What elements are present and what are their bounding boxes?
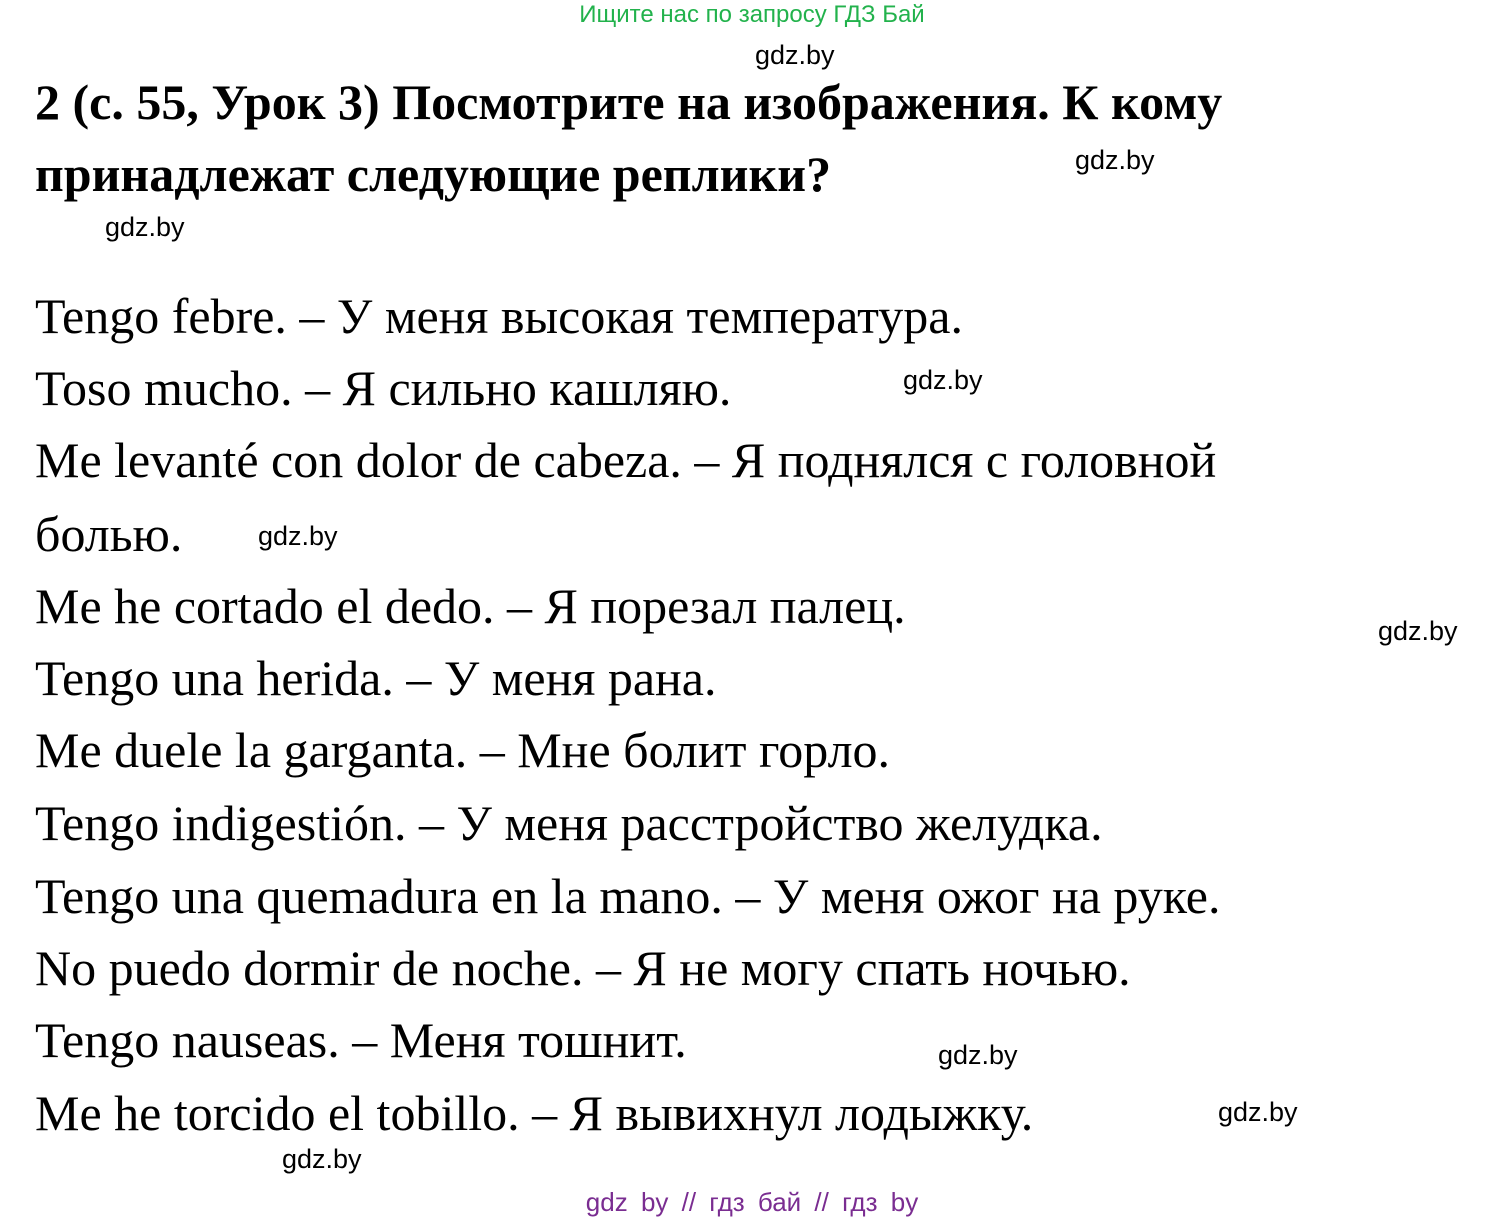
phrase-line: Tengo indigestión. – У меня расстройство желудка. (35, 795, 1103, 851)
watermark: gdz.by (938, 1040, 1018, 1070)
task-heading (35, 66, 1475, 210)
footer-links: gdz by // гдз бай // гдз by (585, 1187, 919, 1217)
phrase-line: Tengo nauseas. – Меня тошнит. (35, 1012, 687, 1068)
top-banner: Ищите нас по запросу ГДЗ Бай (579, 1, 925, 28)
watermark: gdz.by (282, 1144, 362, 1174)
phrase-line: Tengo febre. – У меня высокая температура. (35, 288, 963, 344)
phrase-line: Toso mucho. – Я сильно кашляю. (35, 360, 732, 416)
phrase-line: Tengo una herida. – У меня рана. (35, 650, 717, 706)
watermark: gdz.by (755, 40, 835, 70)
watermark: gdz.by (1075, 145, 1155, 175)
phrase-line: Me he torcido el tobillo. – Я вывихнул лодыжку. (35, 1085, 1034, 1141)
phrase-line: Me levanté con dolor de cabeza. – Я поднялся с головной (35, 432, 1217, 488)
heading-line-1: 2 (с. 55, Урок 3) Посмотрите на изображения. К кому (35, 74, 1223, 130)
watermark: gdz.by (105, 212, 185, 242)
heading-line-2: принадлежат следующие реплики? (35, 146, 832, 202)
phrase-line: Tengo una quemadura en la mano. – У меня ожог на руке. (35, 868, 1221, 924)
watermark: gdz.by (1378, 616, 1458, 646)
watermark: gdz.by (258, 521, 338, 551)
phrase-line: Me duele la garganta. – Мне болит горло. (35, 722, 891, 778)
watermark: gdz.by (903, 365, 983, 395)
phrase-line: Me he cortado el dedo. – Я порезал палец. (35, 578, 906, 634)
phrase-line: болью. (35, 506, 183, 562)
watermark: gdz.by (1218, 1097, 1298, 1127)
phrase-line: No puedo dormir de noche. – Я не могу спать ночью. (35, 940, 1131, 996)
